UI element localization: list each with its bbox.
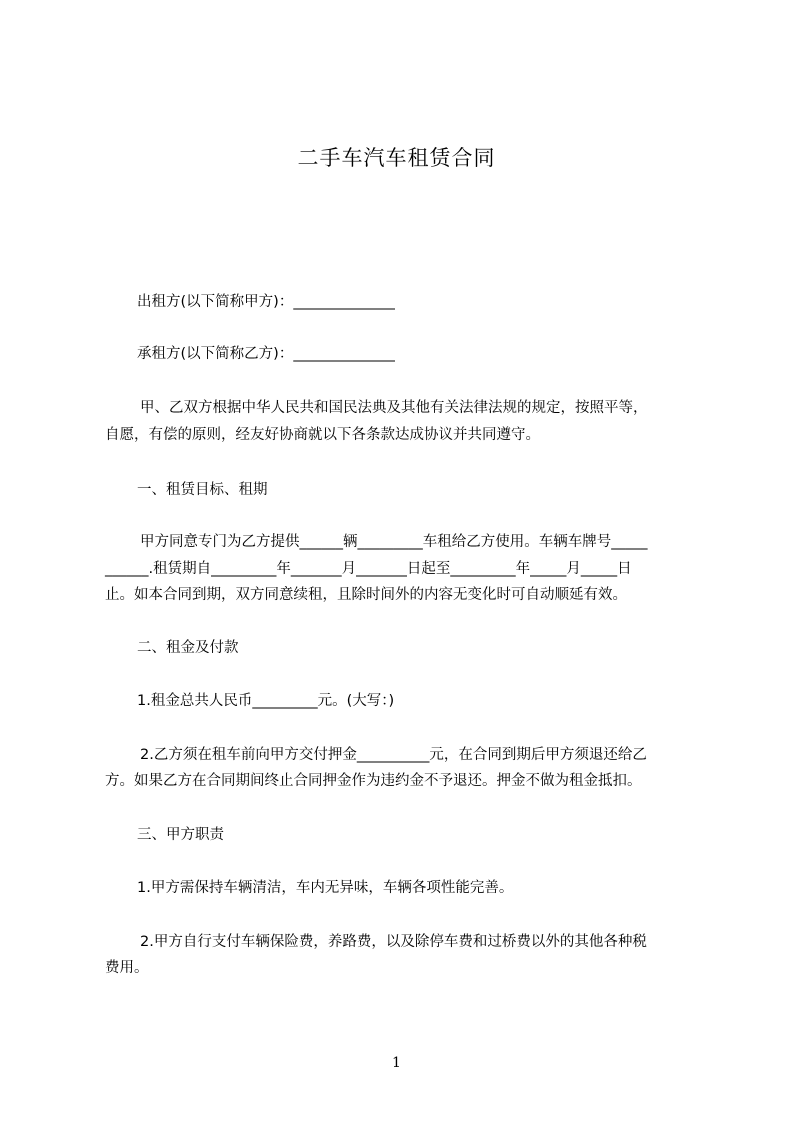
section2-item2-line-2: 方。如果乙方在合同期间终止合同押金作为违约金不予退还。押金不做为租金抵扣。 xyxy=(105,773,642,789)
section3-item2-line-1: 2.甲方自行支付车辆保险费，养路费，以及除停车费和过桥费以外的其他各种税 xyxy=(140,934,647,950)
intro-line-2: 自愿，有偿的原则，经友好协商就以下各条款达成协议并共同遵守。 xyxy=(105,427,540,443)
section1-text-line-1: 甲方同意专门为乙方提供______辆_________车租给乙方使用。车辆车牌号_____ xyxy=(140,534,648,550)
section2-item2-line-1: 2.乙方须在租车前向甲方交付押金__________元，在合同到期后甲方须退还给乙 xyxy=(140,747,647,763)
section3-item1: 1.甲方需保持车辆清洁，车内无异味，车辆各项性能完善。 xyxy=(137,880,514,896)
section2-heading: 二、租金及付款 xyxy=(137,640,239,656)
section3-item2-line-2: 费用。 xyxy=(105,960,149,976)
section1-text-line-2: ______.租赁期自_________年_______月_______日起至_________年_____月_____日 xyxy=(105,561,632,577)
section3-heading: 三、甲方职责 xyxy=(137,827,224,843)
page-number: 1 xyxy=(392,1055,401,1071)
document-title: 二手车汽车租赁合同 xyxy=(297,146,496,170)
section2-item1: 1.租金总共人民币_________元。(大写：) xyxy=(137,693,395,709)
section1-heading: 一、租赁目标、租期 xyxy=(137,482,268,498)
party-b-line: 承租方(以下简称乙方)：______________ xyxy=(137,346,395,362)
party-a-line: 出租方(以下简称甲方)：______________ xyxy=(137,294,395,310)
section1-text-line-3: 止。如本合同到期，双方同意续租，且除时间外的内容无变化时可自动顺延有效。 xyxy=(105,587,627,603)
intro-line-1: 甲、乙双方根据中华人民共和国民法典及其他有关法律法规的规定，按照平等， xyxy=(140,400,648,416)
